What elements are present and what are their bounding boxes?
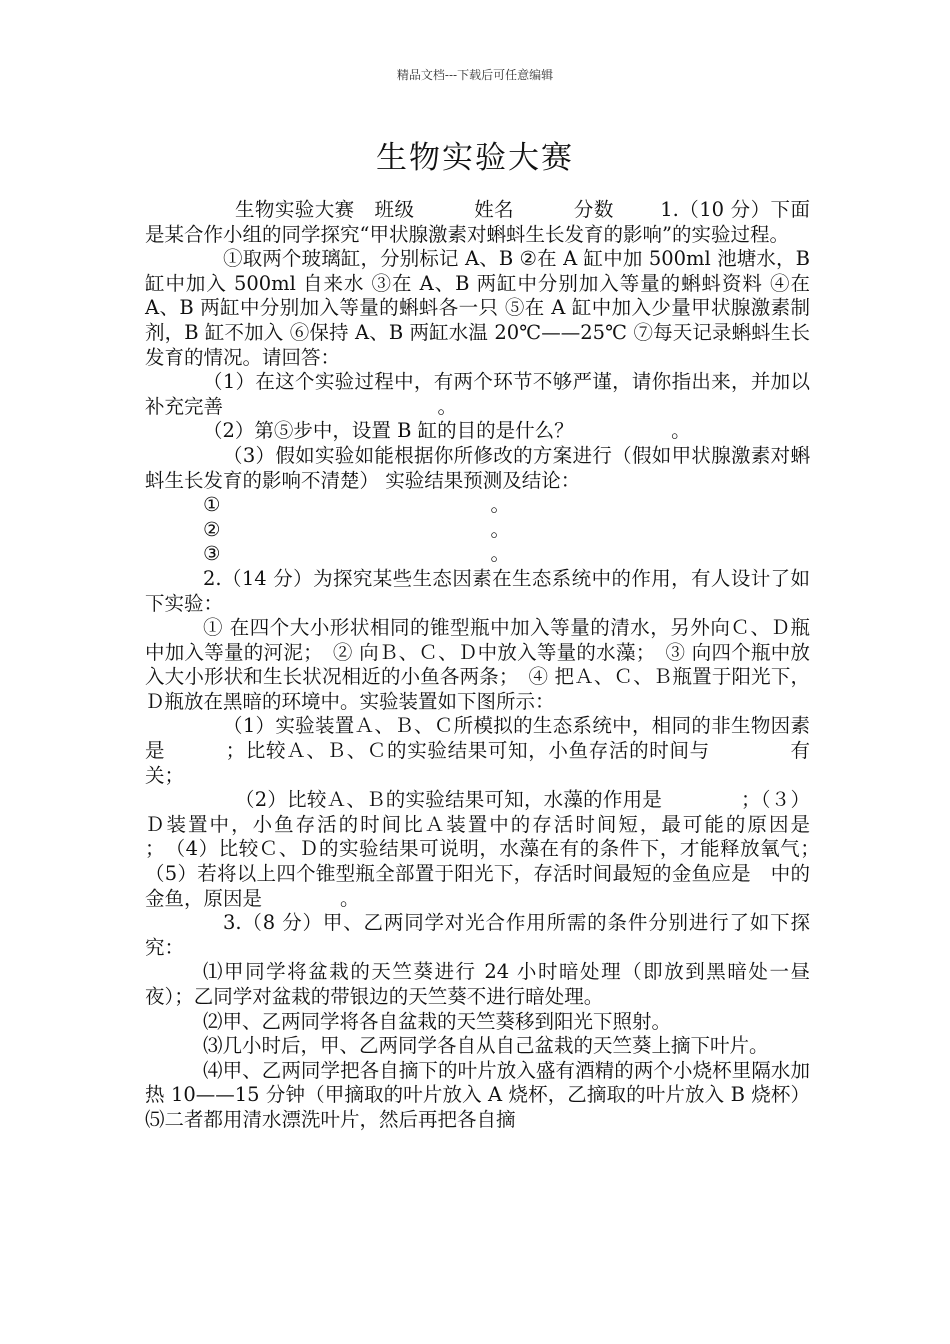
paragraph-q3-step2: ⑵甲、乙两同学将各自盆栽的天竺葵移到阳光下照射。 <box>203 1009 672 1033</box>
page-title: 生物实验大赛 <box>376 140 574 176</box>
document-body <box>145 198 869 1133</box>
paragraph-q1-part2: （2）第⑤步中，设置 B 缸的目的是什么？ 。 <box>203 419 691 443</box>
answer-end: 。 <box>490 517 510 541</box>
answer-line-1 <box>145 493 810 518</box>
answer-line-2 <box>145 518 810 543</box>
answer-end: 。 <box>490 542 510 566</box>
page-header: 精品文档---下载后可任意编辑 <box>396 68 554 82</box>
paragraph-q3-step4: ⑷甲、乙两同学把各自摘下的叶片放入盛有酒精的两个小烧杯里隔水加热 10——15 分钟（甲摘取的叶片放入 A 烧杯，乙摘取的叶片放入 B 烧杯） ⑸二者都用清水漂洗叶片，然后再把各自摘 <box>145 1058 810 1131</box>
paragraph-q1-part3: （3）假如实验如能根据你所修改的方案进行（假如甲状腺激素对蝌蚪生长发育的影响不清楚） 实验结果预测及结论： <box>145 443 810 492</box>
paragraph-q1-steps: ①取两个玻璃缸，分别标记 A、B ②在 A 缸中加 500ml 池塘水，B 缸中加入 500ml 自来水 ③在 A、B 两缸中分别加入等量的蝌蚪资料 ④在 A、B 两缸中分别加入等量的蝌蚪各一只 ⑤在 A 缸中加入少量甲状腺激素制剂，B 缸不加入 ⑥保持 A、B 两缸水温 20℃——25℃ ⑦每天记录蝌蚪生长发育的情况。请回答： <box>145 247 810 369</box>
answer-marker: ② <box>203 517 221 541</box>
paragraph-q1-part1: （1）在这个实验过程中，有两个环节不够严谨，请你指出来，并加以补充完善 。 <box>145 370 810 418</box>
paragraph-q2-part2: （2）比较Ａ、Ｂ的实验结果可知，水藻的作用是 ；（３）Ｄ装置中，小鱼存活的时间比Ａ装置中的存活时间短，最可能的原因是 ； （4）比较Ｃ、Ｄ的实验结果可说明，水藻在有的条件下，才能释放氧气； （5）若将以上四个锥型瓶全部置于阳光下，存活时间最短的金鱼应是 中的金鱼，原因是 。 <box>145 788 869 910</box>
paragraph-q3-intro: 3.（8 分）甲、乙两同学对光合作用所需的条件分别进行了如下探究： <box>145 911 810 959</box>
paragraph-q3-step3: ⑶几小时后，甲、乙两同学各自从自己盆栽的天竺葵上摘下叶片。 <box>203 1034 769 1058</box>
paragraph-q2-part1: （1）实验装置Ａ、Ｂ、Ｃ所模拟的生态系统中，相同的非生物因素是 ；比较Ａ、Ｂ、Ｃ的实验结果可知，小鱼存活的时间与 有关； <box>145 714 810 787</box>
answer-line-3 <box>145 542 810 567</box>
answer-marker: ③ <box>203 542 221 566</box>
answer-marker: ① <box>203 493 221 517</box>
paragraph-q3-step1: ⑴甲同学将盆栽的天竺葵进行 24 小时暗处理（即放到黑暗处一昼夜）；乙同学对盆栽的带银边的天竺葵不进行暗处理。 <box>145 960 810 1008</box>
answer-end: 。 <box>490 493 510 517</box>
paragraph-q2-steps: ① 在四个大小形状相同的锥型瓶中加入等量的清水，另外向Ｃ、Ｄ瓶中加入等量的河泥； ② 向Ｂ、Ｃ、Ｄ中放入等量的水藻； ③ 向四个瓶中放入大小形状和生长状况相近的小鱼各两条； ④ 把Ａ、Ｃ、Ｂ瓶置于阳光下，Ｄ瓶放在黑暗的环境中。实验装置如下图所示： <box>145 616 810 713</box>
paragraph-q2-intro: 2.（14 分）为探究某些生态因素在生态系统中的作用，有人设计了如下实验： <box>145 566 810 615</box>
paragraph-intro: 生物实验大赛 班级 姓名 分数 1.（10 分）下面是某合作小组的同学探究“甲状腺激素对蝌蚪生长发育的影响”的实验过程。 <box>145 198 810 246</box>
